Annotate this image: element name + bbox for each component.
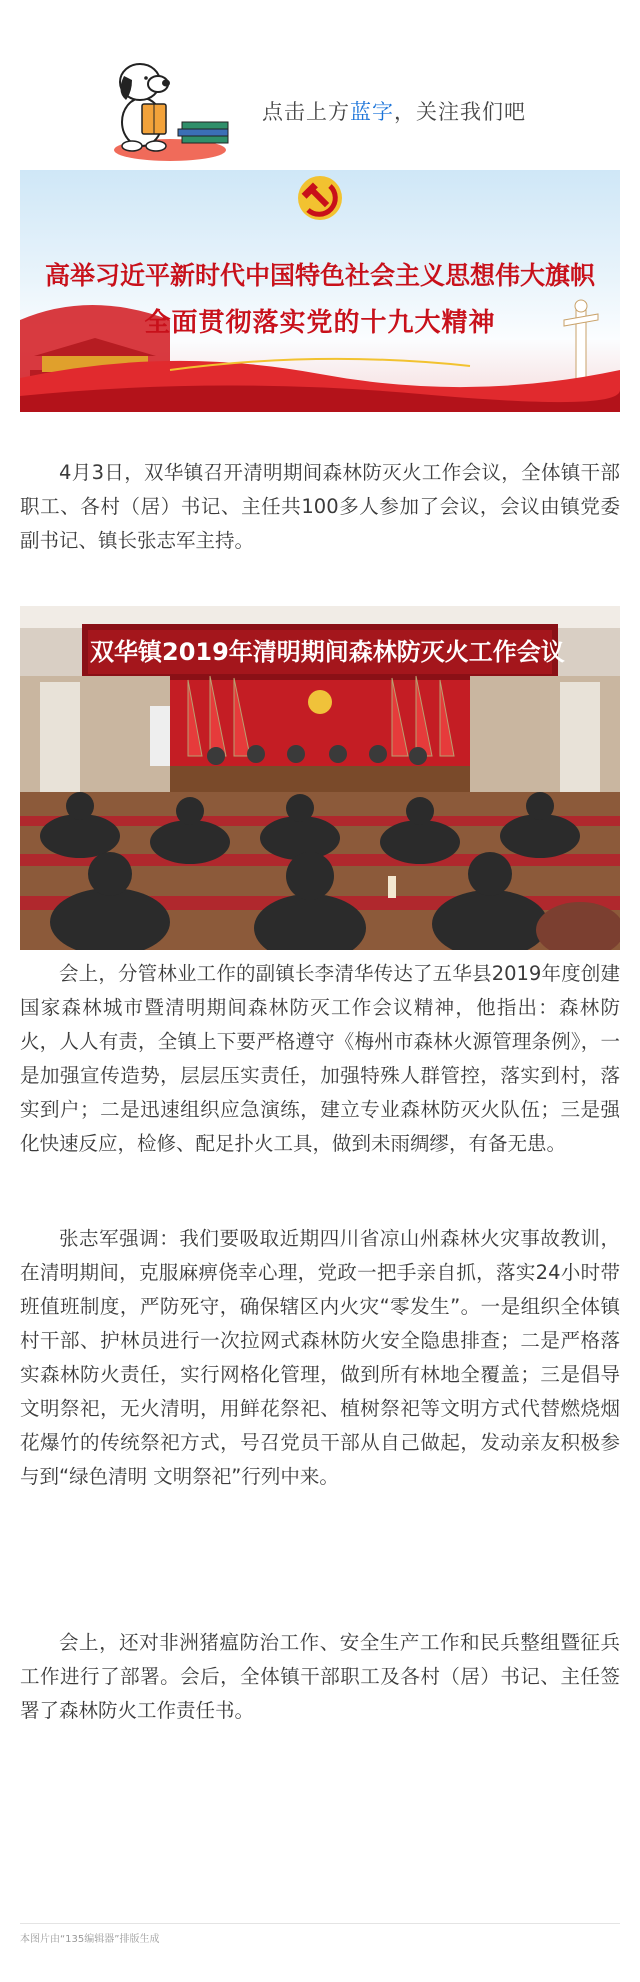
snoopy-reading-illustration	[102, 52, 242, 164]
banner-title-line2: 全面贯彻落实党的十九大精神	[144, 308, 496, 338]
party-banner-image	[20, 170, 620, 412]
article-paragraph-4: 会上，还对非洲猪瘟防治工作、安全生产工作和民兵整组暨征兵工作进行了部署。会后，全体镇干部职工及各村（居）书记、主任签署了森林防火工作责任书。	[20, 1631, 620, 1722]
footer-editor-note: 本图片由“135编辑器”排版生成	[20, 1934, 160, 1945]
follow-suffix: ，关注我们吧	[394, 100, 526, 124]
article-paragraph-1: 4月3日，双华镇召开清明期间森林防灭火工作会议，全体镇干部职工、各村（居）书记、主任共100多人参加了会议，会议由镇党委副书记、镇长张志军主持。	[20, 461, 620, 552]
follow-prompt	[262, 96, 526, 126]
banner-title-line1: 高举习近平新时代中国特色社会主义思想伟大旗帜	[44, 261, 595, 290]
follow-prefix: 点击上方	[262, 100, 350, 124]
hammer-sickle-icon	[298, 176, 342, 220]
article-paragraph-2: 会上，分管林业工作的副镇长李清华传达了五华县2019年度创建国家森林城市暨清明期间森林防灭工作会议精神，他指出：森林防火，人人有责，全镇上下要严格遵守《梅州市森林火源管理条例》，一是加强宣传造势，层层压实责任，加强特殊人群管控，落实到村，落实到户；二是迅速组织应急演练，建立专业森林防灭火队伍；三是强化快速反应，检修、配足扑火工具，做到未雨绸缪，有备无患。	[20, 962, 620, 1155]
follow-blue-link[interactable]: 蓝字	[350, 100, 394, 124]
meeting-sign-text: 双华镇2019年清明期间森林防灭火工作会议	[90, 638, 565, 666]
meeting-photo	[20, 606, 620, 950]
follow-banner	[0, 0, 640, 168]
article-paragraph-3: 张志军强调：我们要吸取近期四川省凉山州森林火灾事故教训，在清明期间，克服麻痹侥幸心理，党政一把手亲自抓，落实24小时带班值班制度，严防死守，确保辖区内火灾“零发生”。一是组织全体镇村干部、护林员进行一次拉网式森林防火安全隐患排查；二是严格落实森林防火责任，实行网格化管理，做到所有林地全覆盖；三是倡导文明祭祀，无火清明，用鲜花祭祀、植树祭祀等文明方式代替燃烧烟花爆竹的传统祭祀方式，号召党员干部从自己做起，发动亲友积极参与到“绿色清明 文明祭祀”行列中来。	[20, 1227, 620, 1488]
footer-divider	[20, 1923, 620, 1924]
